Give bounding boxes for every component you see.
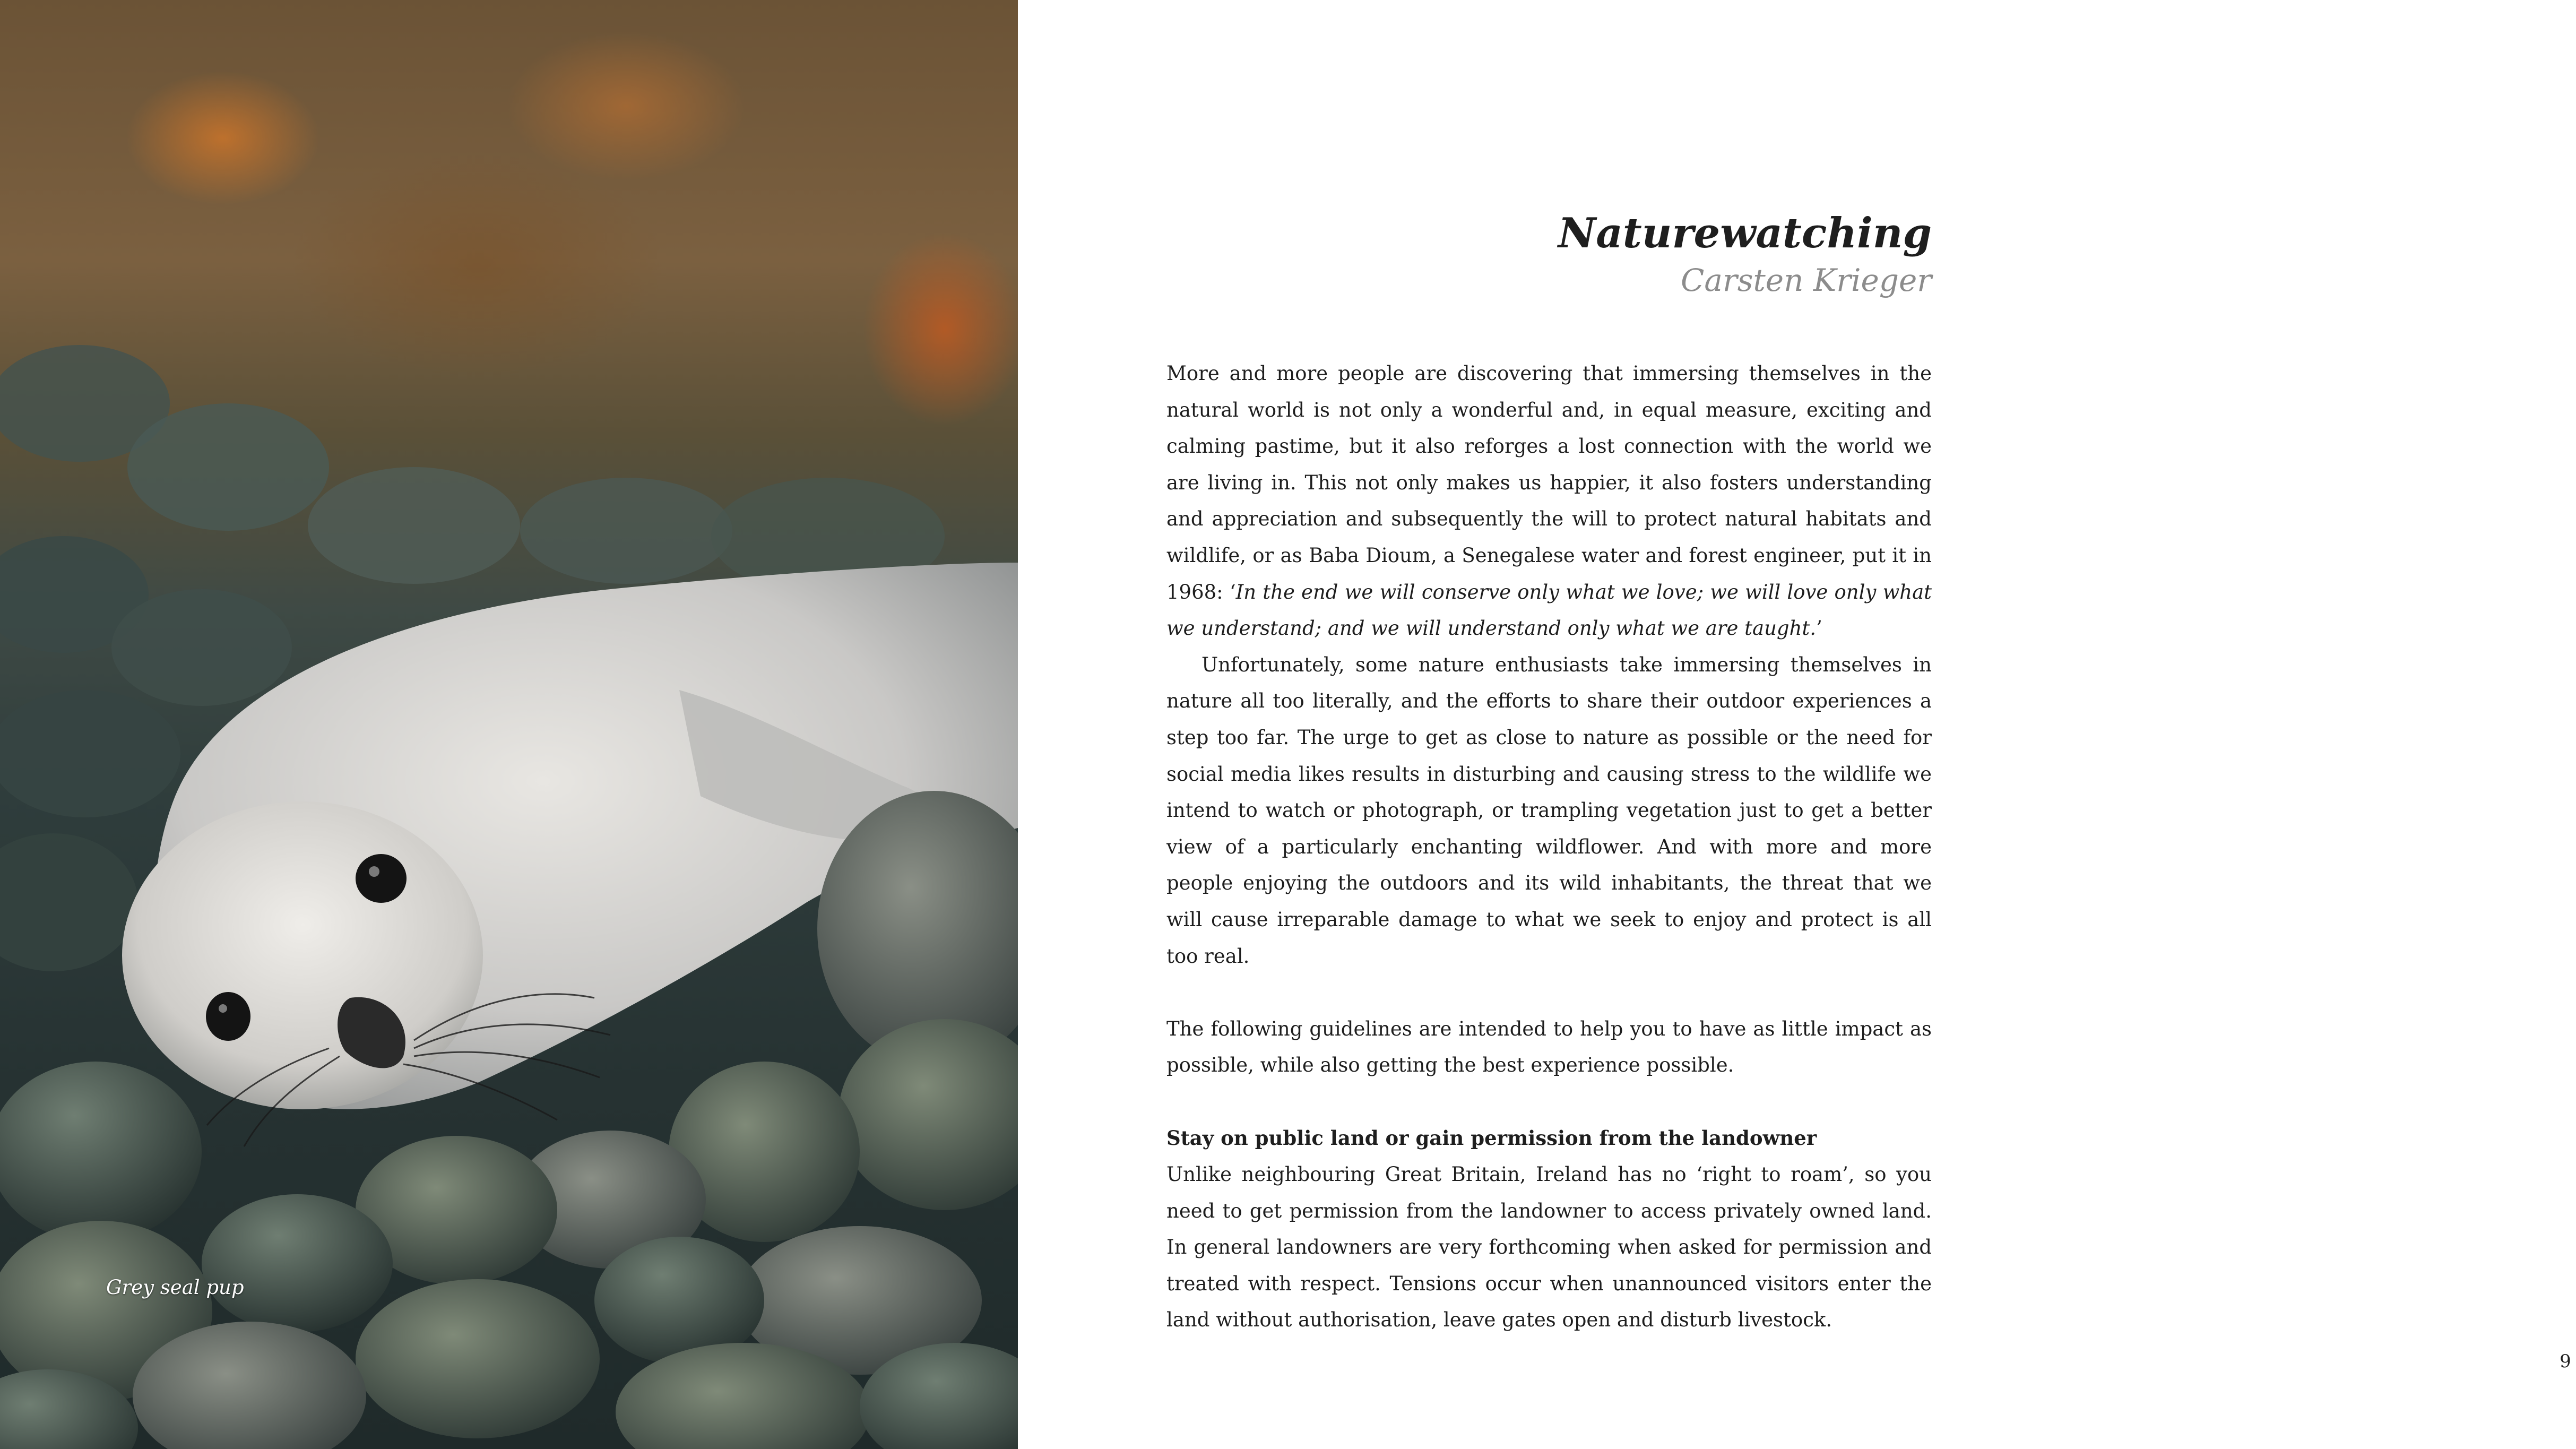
photo-caption: Grey seal pup [106, 1276, 244, 1299]
paragraph-spacer [1166, 1084, 1932, 1120]
section-heading: Stay on public land or gain permission from the landowner [1166, 1126, 1817, 1150]
quote-close: ’ [1816, 617, 1822, 640]
paragraph-spacer [1166, 974, 1932, 1011]
article-title: Naturewatching [1558, 209, 1932, 257]
paragraph-intro-text: More and more people are discovering that immersing themselves in the natural world is not only a wonderful and, in equal measure, exciting and calming pastime, but it also reforges a lost connection with the world we are living in. This not only makes us happier, it also fosters understanding and appreciation and subsequently the will to protect natural habitats and wildlife, or as Baba Dioum, a Senegalese water and forest engineer, put it in 1968: ‘ [1166, 362, 1932, 603]
article-author: Carsten Krieger [1681, 262, 1932, 298]
paragraph-enthusiasts: Unfortunately, some nature enthusiasts take immersing themselves in nature all too literally, and the efforts to share their outdoor experiences a step too far. The urge to get as close to nature as possible or the need for social media likes results in disturbing and causing stress to the wildlife we intend to watch or photograph, or trampling vegetation just to get a better view of a particularly enchanting wildflower. And with more and more people enjoying the outdoors and its wild inhabitants, the threat that we will cause irreparable damage to what we seek to enjoy and protect is all too real. [1166, 653, 1932, 968]
seal-pup-illustration [0, 0, 1018, 1449]
dioum-quote: In the end we will conserve only what we love; we will love only what we understand; and we will understand only what we are taught. [1166, 580, 1932, 640]
text-page [1018, 0, 2571, 1449]
article-body [1166, 356, 1932, 1339]
paragraph-intro [1166, 356, 1932, 647]
title-block [1558, 207, 1932, 300]
page-number: 9 [2560, 1351, 2571, 1372]
paragraph-guidelines: The following guidelines are intended to help you to have as little impact as possible, while also getting the best experience possible. [1166, 1017, 1932, 1077]
seal-photo [0, 0, 1018, 1449]
paragraph-permission: Unlike neighbouring Great Britain, Ireland has no ‘right to roam’, so you need to get permission from the landowner to access privately owned land. In general landowners are very forthcoming when asked for permission and treated with respect. Tensions occur when unannounced visitors enter the land without authorisation, leave gates open and disturb livestock. [1166, 1163, 1932, 1332]
